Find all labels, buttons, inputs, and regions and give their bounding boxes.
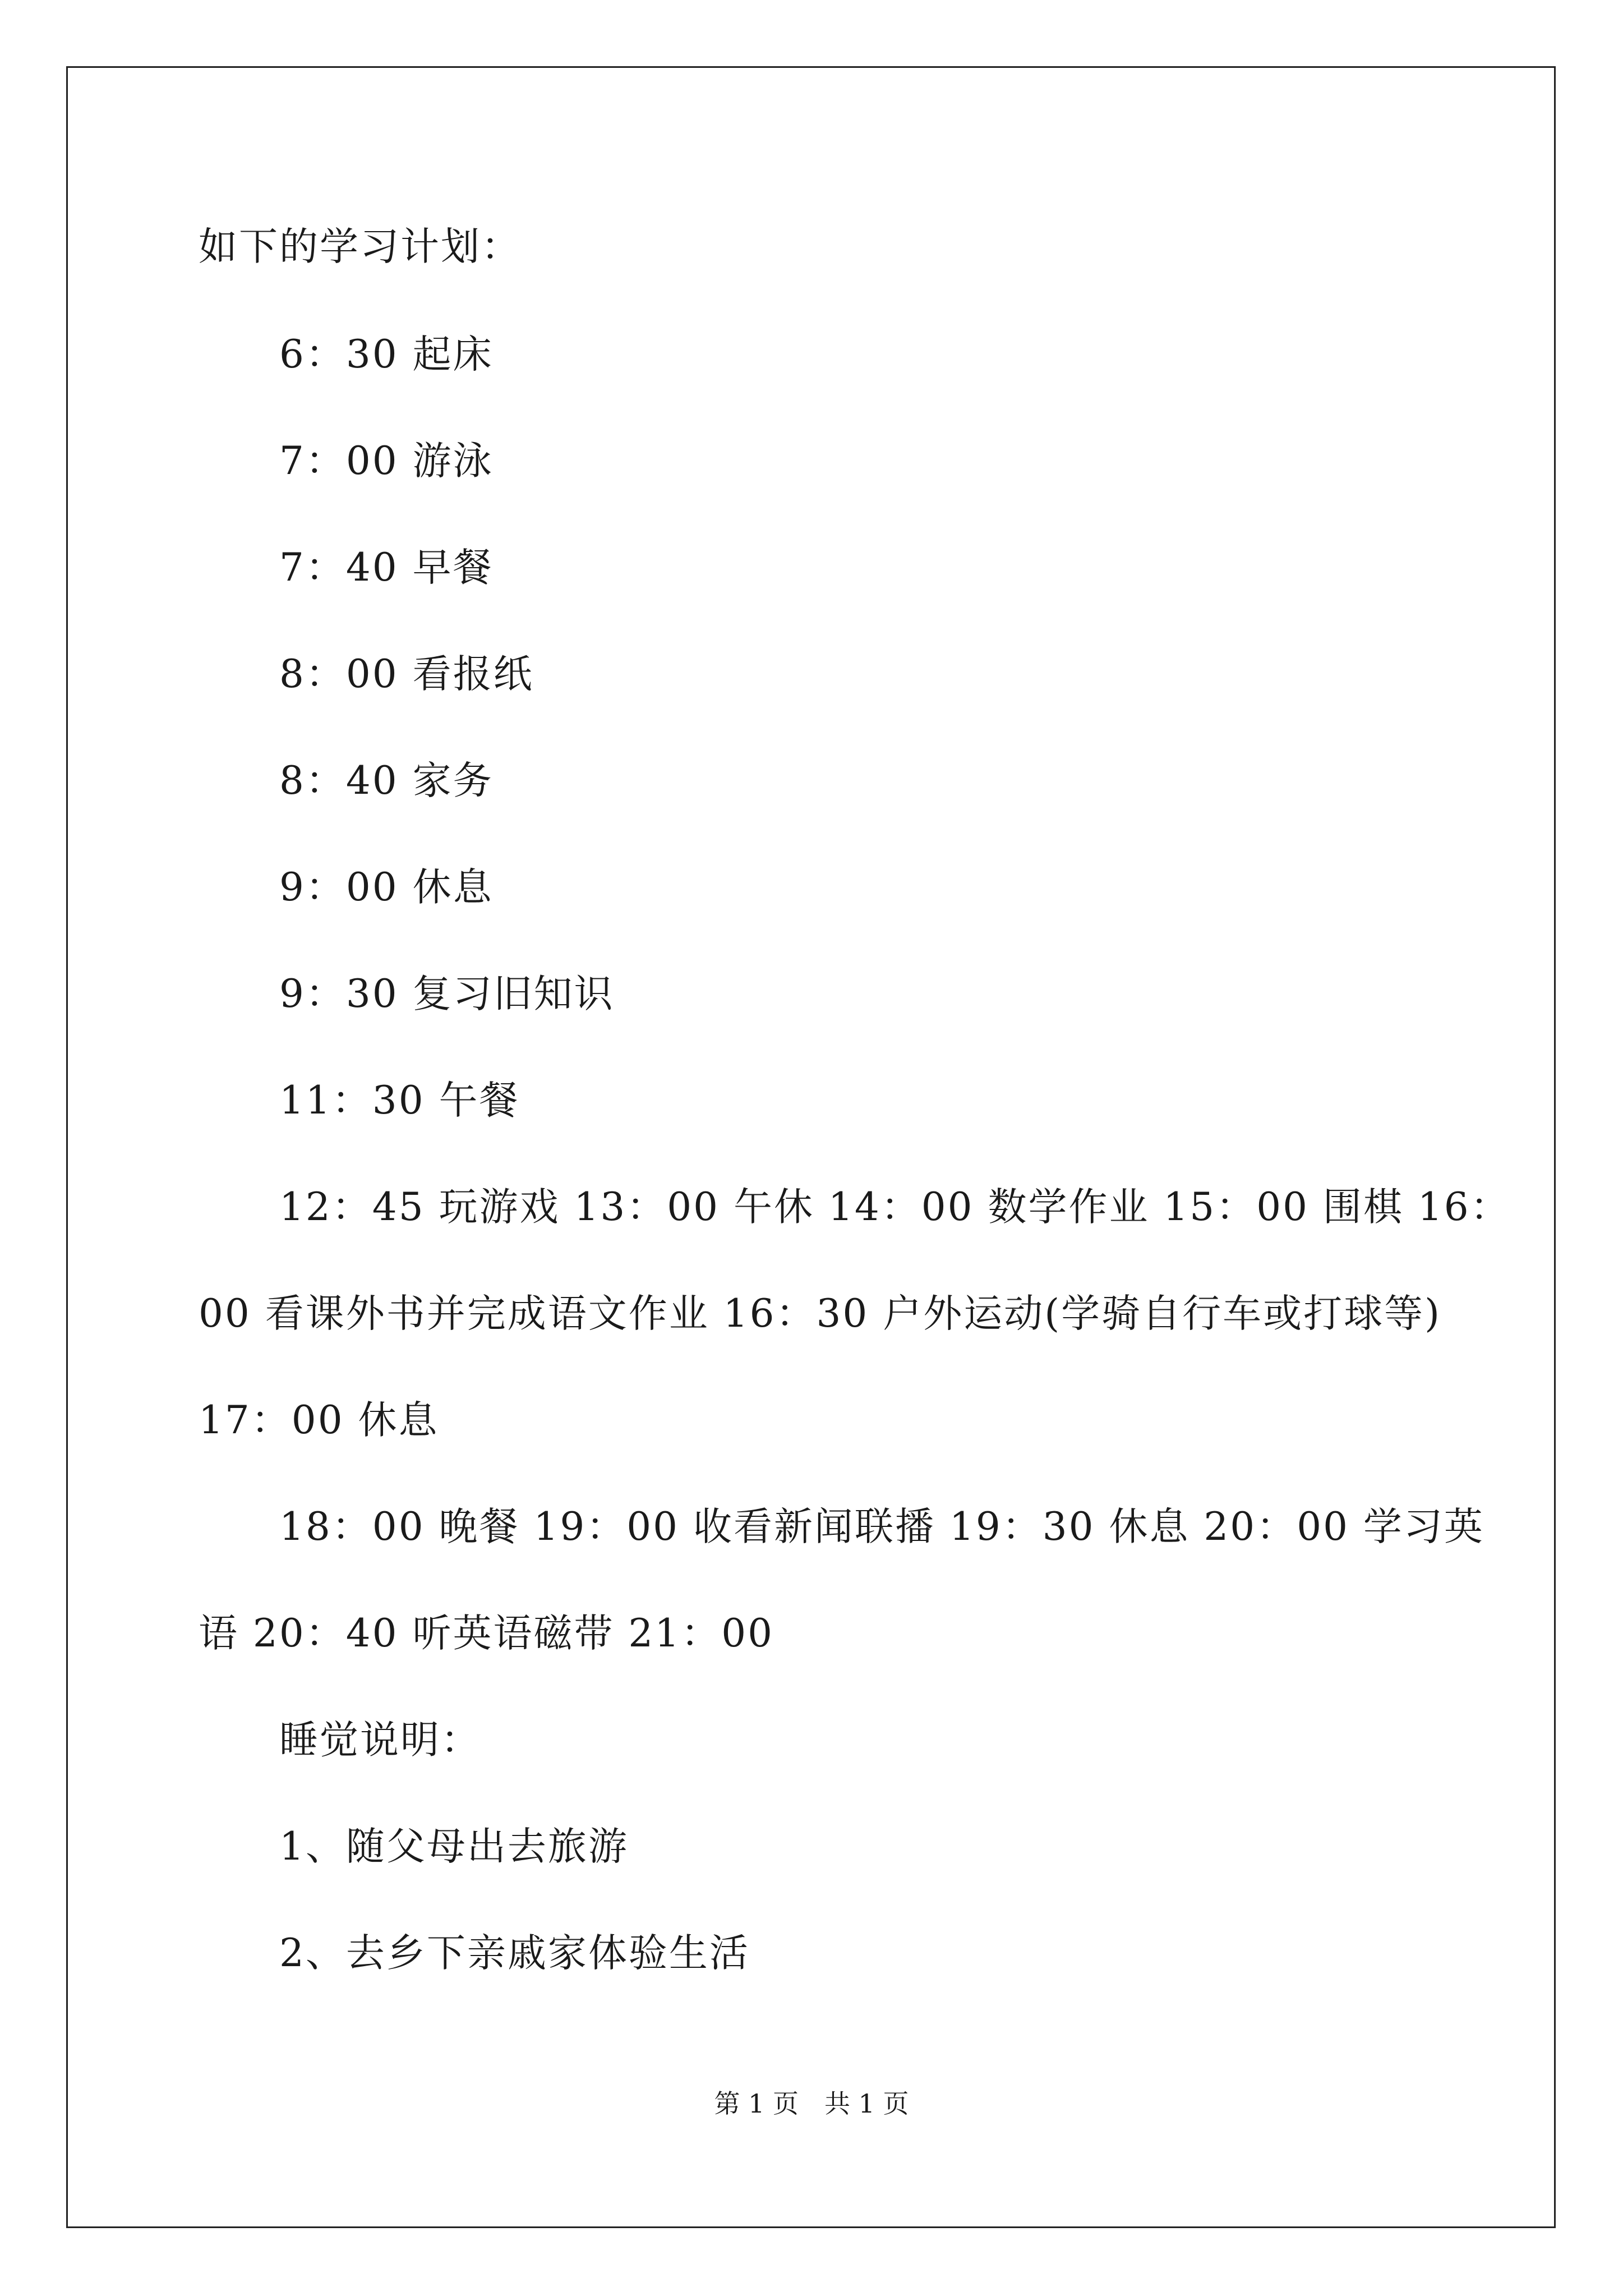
text-line: 9：00 休息 (279, 865, 494, 910)
page-number-footer: 第 1 页 共 1 页 (714, 2088, 909, 2119)
text-line: 7：40 早餐 (279, 545, 494, 590)
text-line: 11：30 午餐 (279, 1078, 520, 1123)
text-line: 语 20：40 听英语磁带 21：00 (199, 1611, 774, 1656)
text-line: 18：00 晚餐 19：00 收看新闻联播 19：30 休息 20：00 学习英 (279, 1504, 1484, 1549)
text-line: 00 看课外书并完成语文作业 16：30 户外运动(学骑自行车或打球等) (199, 1291, 1442, 1336)
text-line: 9：30 复习旧知识 (279, 972, 615, 1016)
text-line: 8：40 家务 (279, 758, 494, 803)
text-line: 如下的学习计划： (199, 224, 522, 269)
text-line: 睡觉说明： (279, 1718, 481, 1763)
page-border (66, 66, 1556, 2228)
text-line: 17：00 休息 (199, 1398, 439, 1443)
text-line: 7：00 游泳 (279, 439, 494, 484)
text-line: 8：00 看报纸 (279, 652, 534, 697)
text-line: 1、随父母出去旅游 (279, 1824, 629, 1869)
text-line: 12：45 玩游戏 13：00 午休 14：00 数学作业 15：00 围棋 16： (279, 1185, 1511, 1230)
text-line: 6：30 起床 (279, 332, 494, 377)
text-line: 2、去乡下亲戚家体验生活 (279, 1931, 750, 1976)
